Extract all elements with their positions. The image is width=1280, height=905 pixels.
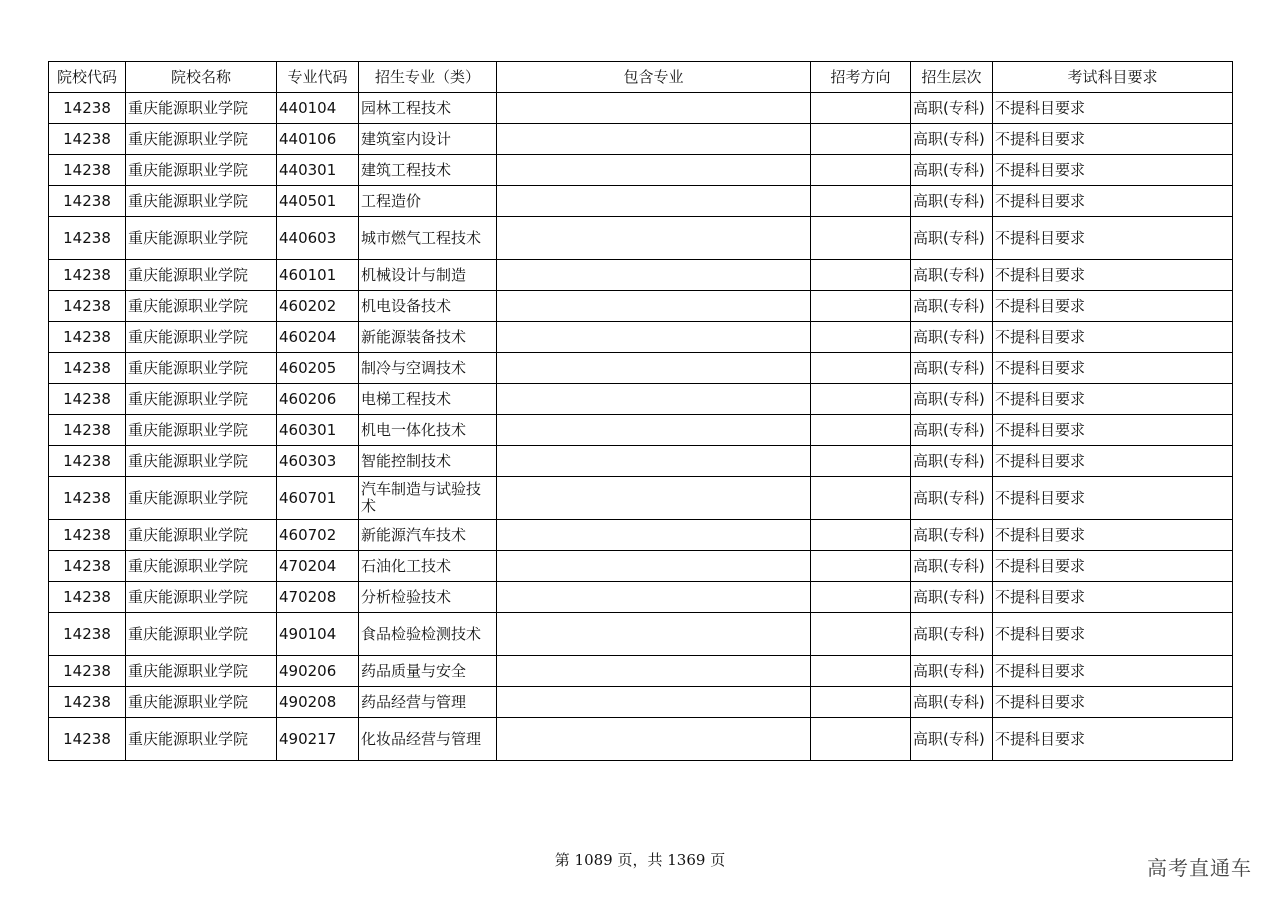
cell-major: [359, 446, 497, 477]
cell-subject-requirement: 不提科目要求: [993, 718, 1233, 761]
cell-included-majors: [497, 613, 811, 656]
table-row: [49, 718, 1233, 761]
cell-major-code: 490206: [277, 656, 359, 687]
table-row: [49, 353, 1233, 384]
page-number: 第 1089 页，共 1369 页: [554, 851, 726, 869]
header-included-majors: 包含专业: [497, 62, 811, 93]
cell-major-code: 460701: [277, 477, 359, 520]
cell-included-majors: [497, 260, 811, 291]
cell-major: [359, 155, 497, 186]
table-row: [49, 186, 1233, 217]
cell-level: 高职(专科): [911, 582, 993, 613]
cell-included-majors: [497, 551, 811, 582]
cell-school-code: 14238: [49, 291, 126, 322]
cell-major-code: 460206: [277, 384, 359, 415]
cell-major-code: 490217: [277, 718, 359, 761]
cell-included-majors: [497, 477, 811, 520]
cell-major: [359, 260, 497, 291]
cell-level: 高职(专科): [911, 384, 993, 415]
cell-subject-requirement: 不提科目要求: [993, 260, 1233, 291]
table-row: [49, 582, 1233, 613]
cell-major-code: 460205: [277, 353, 359, 384]
cell-subject-requirement: 不提科目要求: [993, 415, 1233, 446]
cell-included-majors: [497, 186, 811, 217]
cell-school-code: 14238: [49, 186, 126, 217]
cell-major: [359, 186, 497, 217]
cell-direction: [811, 551, 911, 582]
cell-major-code: 440104: [277, 93, 359, 124]
cell-major: [359, 322, 497, 353]
major-label: 建筑工程技术: [361, 160, 452, 179]
cell-major-code: 490104: [277, 613, 359, 656]
cell-direction: [811, 687, 911, 718]
cell-major-code: 440301: [277, 155, 359, 186]
header-level: 招生层次: [911, 62, 993, 93]
cell-direction: [811, 446, 911, 477]
cell-level: 高职(专科): [911, 551, 993, 582]
cell-school-code: 14238: [49, 415, 126, 446]
cell-level: 高职(专科): [911, 217, 993, 260]
cell-direction: [811, 582, 911, 613]
major-label: 智能控制技术: [361, 451, 452, 470]
cell-school-code: 14238: [49, 155, 126, 186]
cell-direction: [811, 353, 911, 384]
cell-level: 高职(专科): [911, 155, 993, 186]
cell-school-name: 重庆能源职业学院: [126, 155, 277, 186]
cell-direction: [811, 477, 911, 520]
cell-included-majors: [497, 446, 811, 477]
cell-school-name: 重庆能源职业学院: [126, 384, 277, 415]
table-row: [49, 322, 1233, 353]
cell-school-code: 14238: [49, 124, 126, 155]
major-label: 石油化工技术: [361, 556, 452, 575]
major-label: 药品质量与安全: [361, 661, 467, 680]
cell-school-code: 14238: [49, 260, 126, 291]
major-label: 工程造价: [361, 191, 422, 210]
cell-school-name: 重庆能源职业学院: [126, 446, 277, 477]
cell-major-code: 440603: [277, 217, 359, 260]
major-label: 城市燃气工程技术: [361, 228, 482, 247]
cell-included-majors: [497, 520, 811, 551]
cell-school-code: 14238: [49, 551, 126, 582]
major-label: 机械设计与制造: [361, 265, 467, 284]
cell-school-code: 14238: [49, 353, 126, 384]
cell-level: 高职(专科): [911, 446, 993, 477]
table-row: [49, 551, 1233, 582]
cell-subject-requirement: 不提科目要求: [993, 687, 1233, 718]
cell-direction: [811, 291, 911, 322]
cell-included-majors: [497, 582, 811, 613]
table-row: [49, 291, 1233, 322]
major-label: 食品检验检测技术: [361, 624, 482, 643]
cell-direction: [811, 93, 911, 124]
cell-major: [359, 582, 497, 613]
cell-subject-requirement: 不提科目要求: [993, 582, 1233, 613]
cell-level: 高职(专科): [911, 93, 993, 124]
table-row: [49, 260, 1233, 291]
cell-subject-requirement: 不提科目要求: [993, 291, 1233, 322]
table-row: [49, 613, 1233, 656]
cell-subject-requirement: 不提科目要求: [993, 551, 1233, 582]
cell-major-code: 440501: [277, 186, 359, 217]
cell-school-name: 重庆能源职业学院: [126, 322, 277, 353]
header-major: 招生专业（类）: [359, 62, 497, 93]
cell-school-code: 14238: [49, 687, 126, 718]
cell-subject-requirement: 不提科目要求: [993, 124, 1233, 155]
cell-school-code: 14238: [49, 718, 126, 761]
cell-major: [359, 687, 497, 718]
cell-subject-requirement: 不提科目要求: [993, 186, 1233, 217]
cell-direction: [811, 384, 911, 415]
cell-included-majors: [497, 687, 811, 718]
cell-major: [359, 520, 497, 551]
cell-level: 高职(专科): [911, 613, 993, 656]
cell-school-name: 重庆能源职业学院: [126, 551, 277, 582]
cell-school-name: 重庆能源职业学院: [126, 613, 277, 656]
cell-direction: [811, 155, 911, 186]
cell-direction: [811, 415, 911, 446]
cell-subject-requirement: 不提科目要求: [993, 353, 1233, 384]
cell-direction: [811, 322, 911, 353]
cell-level: 高职(专科): [911, 124, 993, 155]
major-label: 建筑室内设计: [361, 129, 452, 148]
header-subject-requirement: 考试科目要求: [993, 62, 1233, 93]
cell-level: 高职(专科): [911, 260, 993, 291]
cell-school-code: 14238: [49, 384, 126, 415]
cell-major: [359, 384, 497, 415]
enrollment-table: [48, 61, 1233, 761]
cell-subject-requirement: 不提科目要求: [993, 446, 1233, 477]
cell-major: [359, 415, 497, 446]
cell-included-majors: [497, 384, 811, 415]
cell-level: 高职(专科): [911, 520, 993, 551]
table-row: [49, 520, 1233, 551]
cell-school-code: 14238: [49, 446, 126, 477]
table-row: [49, 446, 1233, 477]
table-row: [49, 93, 1233, 124]
cell-direction: [811, 718, 911, 761]
major-label: 新能源装备技术: [361, 327, 467, 346]
major-label: 分析检验技术: [361, 587, 452, 606]
cell-level: 高职(专科): [911, 415, 993, 446]
cell-level: 高职(专科): [911, 291, 993, 322]
cell-school-name: 重庆能源职业学院: [126, 415, 277, 446]
cell-major: [359, 353, 497, 384]
header-direction: 招考方向: [811, 62, 911, 93]
table-row: [49, 124, 1233, 155]
cell-direction: [811, 520, 911, 551]
cell-included-majors: [497, 217, 811, 260]
cell-subject-requirement: 不提科目要求: [993, 217, 1233, 260]
cell-school-name: 重庆能源职业学院: [126, 656, 277, 687]
cell-major-code: 460204: [277, 322, 359, 353]
cell-major: [359, 551, 497, 582]
cell-level: 高职(专科): [911, 322, 993, 353]
cell-major: [359, 124, 497, 155]
cell-school-name: 重庆能源职业学院: [126, 353, 277, 384]
cell-major-code: 460101: [277, 260, 359, 291]
cell-included-majors: [497, 353, 811, 384]
cell-included-majors: [497, 718, 811, 761]
major-label: 汽车制造与试验技术: [361, 480, 482, 515]
cell-direction: [811, 124, 911, 155]
cell-major-code: 460702: [277, 520, 359, 551]
cell-school-name: 重庆能源职业学院: [126, 260, 277, 291]
cell-subject-requirement: 不提科目要求: [993, 477, 1233, 520]
cell-school-code: 14238: [49, 520, 126, 551]
cell-school-name: 重庆能源职业学院: [126, 687, 277, 718]
cell-school-code: 14238: [49, 582, 126, 613]
cell-major: [359, 718, 497, 761]
cell-school-name: 重庆能源职业学院: [126, 718, 277, 761]
cell-included-majors: [497, 93, 811, 124]
cell-major-code: 490208: [277, 687, 359, 718]
table-row: [49, 217, 1233, 260]
cell-school-name: 重庆能源职业学院: [126, 186, 277, 217]
cell-major-code: 460202: [277, 291, 359, 322]
major-label: 新能源汽车技术: [361, 525, 467, 544]
cell-level: 高职(专科): [911, 186, 993, 217]
cell-level: 高职(专科): [911, 718, 993, 761]
cell-included-majors: [497, 322, 811, 353]
table-header-row: [49, 62, 1233, 93]
cell-included-majors: [497, 155, 811, 186]
cell-major-code: 440106: [277, 124, 359, 155]
table-row: [49, 415, 1233, 446]
major-label: 制冷与空调技术: [361, 358, 467, 377]
cell-school-code: 14238: [49, 217, 126, 260]
cell-school-name: 重庆能源职业学院: [126, 477, 277, 520]
table-row: [49, 384, 1233, 415]
cell-major: [359, 477, 497, 520]
cell-major-code: 460303: [277, 446, 359, 477]
major-label: 药品经营与管理: [361, 692, 467, 711]
major-label: 电梯工程技术: [361, 389, 452, 408]
cell-major: [359, 656, 497, 687]
cell-level: 高职(专科): [911, 656, 993, 687]
cell-school-name: 重庆能源职业学院: [126, 124, 277, 155]
table-row: [49, 477, 1233, 520]
cell-included-majors: [497, 291, 811, 322]
cell-direction: [811, 613, 911, 656]
cell-major: [359, 217, 497, 260]
cell-major: [359, 613, 497, 656]
cell-direction: [811, 217, 911, 260]
table-row: [49, 155, 1233, 186]
header-major-code: 专业代码: [277, 62, 359, 93]
cell-direction: [811, 656, 911, 687]
cell-school-code: 14238: [49, 477, 126, 520]
cell-direction: [811, 186, 911, 217]
cell-major: [359, 93, 497, 124]
cell-major-code: 460301: [277, 415, 359, 446]
cell-school-name: 重庆能源职业学院: [126, 582, 277, 613]
cell-major-code: 470208: [277, 582, 359, 613]
cell-level: 高职(专科): [911, 687, 993, 718]
cell-school-name: 重庆能源职业学院: [126, 217, 277, 260]
cell-subject-requirement: 不提科目要求: [993, 322, 1233, 353]
cell-subject-requirement: 不提科目要求: [993, 155, 1233, 186]
cell-direction: [811, 260, 911, 291]
cell-subject-requirement: 不提科目要求: [993, 613, 1233, 656]
cell-school-code: 14238: [49, 613, 126, 656]
cell-subject-requirement: 不提科目要求: [993, 93, 1233, 124]
cell-school-code: 14238: [49, 322, 126, 353]
cell-school-code: 14238: [49, 93, 126, 124]
major-label: 机电一体化技术: [361, 420, 467, 439]
cell-major: [359, 291, 497, 322]
major-label: 化妆品经营与管理: [361, 729, 482, 748]
major-label: 机电设备技术: [361, 296, 452, 315]
header-school-name: 院校名称: [126, 62, 277, 93]
major-label: 园林工程技术: [361, 98, 452, 117]
cell-level: 高职(专科): [911, 353, 993, 384]
cell-school-name: 重庆能源职业学院: [126, 520, 277, 551]
cell-included-majors: [497, 124, 811, 155]
cell-major-code: 470204: [277, 551, 359, 582]
cell-school-code: 14238: [49, 656, 126, 687]
cell-school-name: 重庆能源职业学院: [126, 93, 277, 124]
table-row: [49, 687, 1233, 718]
cell-included-majors: [497, 656, 811, 687]
cell-subject-requirement: 不提科目要求: [993, 384, 1233, 415]
header-school-code: 院校代码: [49, 62, 126, 93]
cell-school-name: 重庆能源职业学院: [126, 291, 277, 322]
cell-subject-requirement: 不提科目要求: [993, 520, 1233, 551]
cell-level: 高职(专科): [911, 477, 993, 520]
cell-subject-requirement: 不提科目要求: [993, 656, 1233, 687]
cell-included-majors: [497, 415, 811, 446]
table-row: [49, 656, 1233, 687]
watermark: 高考直通车: [1147, 856, 1252, 880]
